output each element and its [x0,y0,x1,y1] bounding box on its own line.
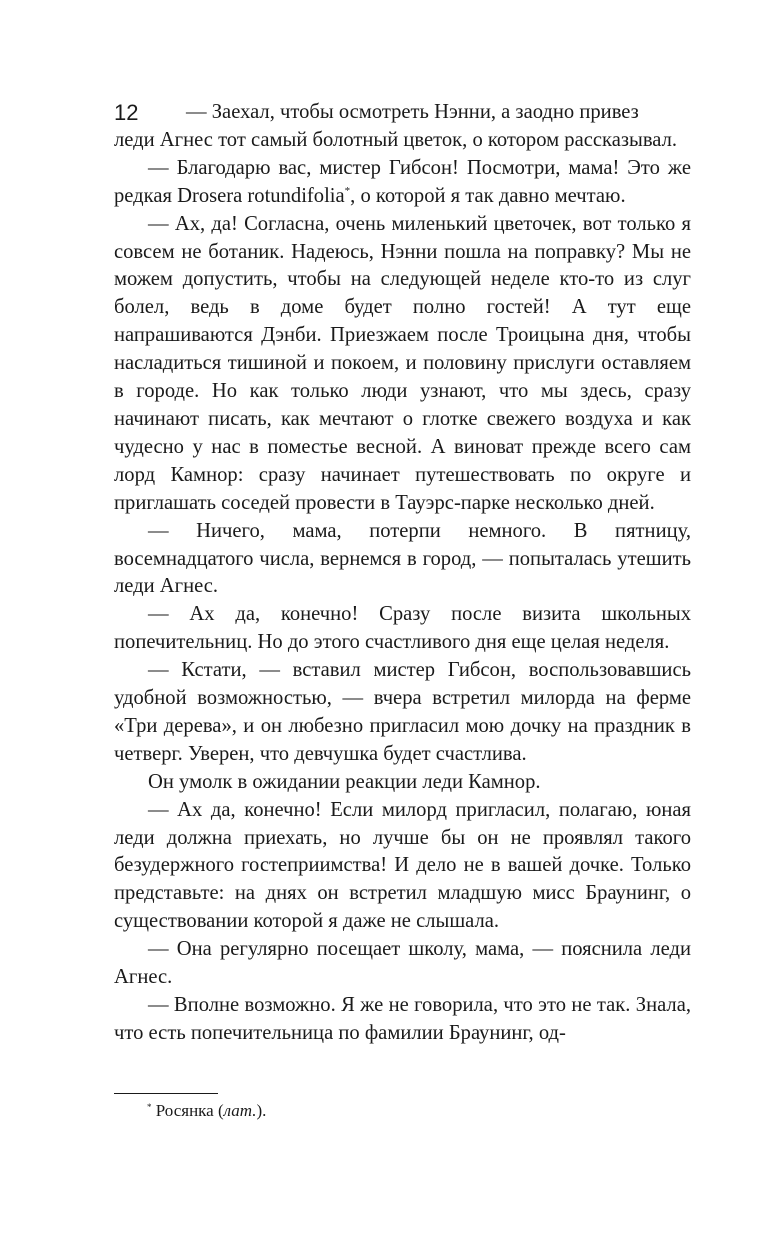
footnote-reference: * [344,184,351,197]
paragraph-7: Он умолк в ожидании реакции леди Камнор. [148,770,541,793]
footnote-divider [114,1093,218,1094]
footnote-text-italic: лат. [223,1101,257,1120]
paragraph-9: — Она регулярно посещает школу, мама, — пояснила леди Агнес. [114,938,691,989]
paragraph-4: — Ничего, мама, потерпи немного. В пятницу, восемнадцатого числа, вернемся в город, — попыталась утешить леди Агнес. [114,519,691,598]
paragraph-8: — Ах да, конечно! Если милорд пригласил, полагаю, юная леди должна приехать, но лучше бы он не проявлял такого безудержного гостеприимства! И дело не в вашей дочке. Только представьте: на днях он встретил младшую мисс Браунинг, о существовании которой я даже не слышала. [114,798,691,933]
paragraph-1 [114,99,691,155]
paragraph-6: — Кстати, — вставил мистер Гибсон, воспользовавшись удобной возможностью, — вчера встретил милорда на ферме «Три дерева», и он любезно пригласил мою дочку на праздник в четверг. Уверен, что девчушка будет счастлива. [114,659,691,765]
paragraph-2 [114,155,691,211]
paragraph-1-line-1: — Заехал, чтобы осмотреть Нэнни, а заодно привез [186,101,639,123]
paragraph-1-rest: леди Агнес тот самый болотный цветок, о котором рассказывал. [114,128,678,151]
paragraph-3: — Ах, да! Согласна, очень миленький цветочек, вот только я совсем не ботаник. Надеюсь, Нэнни пошла на поправку? Мы не можем допустить, чтобы на следующей неделе кто-то из слуг болел, ведь в доме будет полно гостей! А тут еще напрашиваются Дэнби. Приезжаем после Троицына дня, чтобы насладиться тишиной и покоем, и половину прислуги оставляем в городе. Но как только люди узнают, что мы здесь, сразу начинают писать, как мечтают о глотке свежего воздуха и как чудесно у нас в поместье весной. А виноват прежде всего сам лорд Камнор: сразу начинает путешествовать по округе и приглашать соседей провести в Тауэрс-парке несколько дней. [114,212,691,514]
footnote-text-a: Росянка ( [155,1101,224,1120]
footnote-text-b: ). [256,1101,267,1120]
footnote [147,1099,266,1123]
body-text [114,99,691,1048]
page-number: 12 [114,100,139,125]
footnote-mark: * [147,1102,152,1112]
paragraph-5: — Ах да, конечно! Сразу после визита школьных попечительниц. Но до этого счастливого дня еще целая неделя. [114,603,691,654]
paragraph-2-part-a: — Благодарю вас, мистер Гибсон! Посмотри, мама! Это же редкая Drosera rotundifolia [114,156,691,207]
paragraph-2-part-b: , о которой я так давно мечтаю. [350,184,626,207]
paragraph-10: — Вполне возможно. Я же не говорила, что это не так. Знала, что есть попечительница по фамилии Браунинг, од- [114,994,691,1044]
